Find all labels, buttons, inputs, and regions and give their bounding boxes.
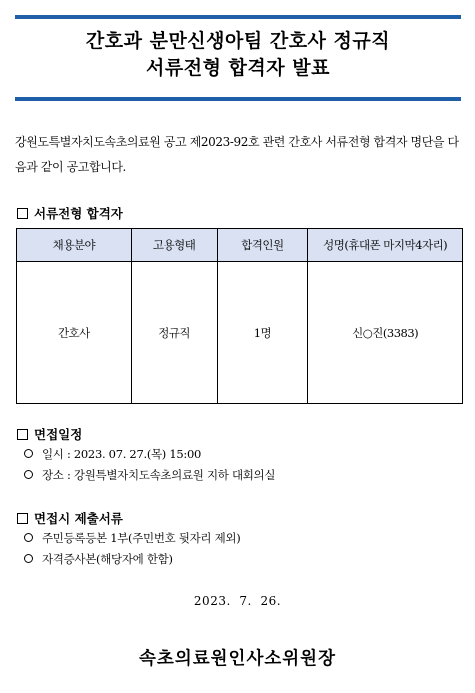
list-item: 일시 : 2023. 07. 27.(목) 15:00 xyxy=(24,443,275,464)
result-table xyxy=(16,228,463,404)
page-title xyxy=(15,28,461,82)
column-header: 고용형태 xyxy=(131,229,217,262)
table-row xyxy=(17,262,463,404)
title-line-1: 간호과 분만신생아팀 간호사 정규직 xyxy=(85,30,391,52)
column-header: 성명(휴대폰 마지막4자리) xyxy=(308,229,463,262)
signature: 속초의료원인사소위원장 xyxy=(139,649,336,669)
column-header: 채용분야 xyxy=(17,229,132,262)
documents-list xyxy=(24,527,240,569)
table-cell: 1명 xyxy=(217,262,308,404)
square-bullet-icon xyxy=(17,429,28,440)
circle-bullet-icon xyxy=(24,533,33,542)
table-cell: 정규직 xyxy=(131,262,217,404)
interview-section-heading xyxy=(17,425,82,443)
circle-bullet-icon xyxy=(24,554,33,563)
table-header-row xyxy=(17,229,463,262)
interview-list xyxy=(24,443,275,485)
list-item: 주민등록등본 1부(주민번호 뒷자리 제외) xyxy=(24,527,240,548)
circle-bullet-icon xyxy=(24,470,33,479)
table-cell: 간호사 xyxy=(17,262,132,404)
announcement-date: 2023. 7. 26. xyxy=(193,594,282,608)
square-bullet-icon xyxy=(17,513,28,524)
interview-heading-text: 면접일정 xyxy=(34,427,83,442)
documents-heading-text: 면접시 제출서류 xyxy=(34,511,123,526)
top-rule xyxy=(15,15,461,19)
table-cell: 신○진(3383) xyxy=(308,262,463,404)
title-line-2: 서류전형 합격자 발표 xyxy=(146,57,330,79)
list-item: 자격증사본(해당자에 한함) xyxy=(24,548,240,569)
result-section-heading xyxy=(17,204,123,222)
intro-paragraph: 강원도특별자치도속초의료원 공고 제2023-92호 관련 간호사 서류전형 합격자 명단을 다음과 같이 공고합니다. xyxy=(15,135,459,174)
documents-section-heading xyxy=(17,509,123,527)
square-bullet-icon xyxy=(17,208,28,219)
bottom-rule xyxy=(15,97,461,101)
result-heading-text: 서류전형 합격자 xyxy=(34,206,123,221)
list-item: 장소 : 강원특별자치도속초의료원 지하 대회의실 xyxy=(24,464,275,485)
circle-bullet-icon xyxy=(24,449,33,458)
column-header: 합격인원 xyxy=(217,229,308,262)
